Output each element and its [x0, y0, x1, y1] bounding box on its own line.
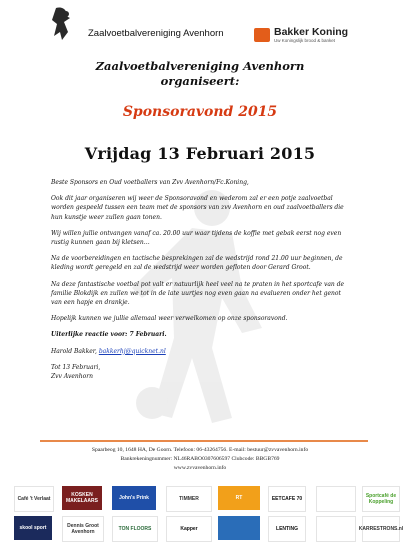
sponsor-logo — [166, 486, 212, 512]
footer-divider — [40, 440, 368, 442]
sponsor-logo-label: LENTING — [276, 526, 298, 532]
sponsor-logo — [166, 516, 212, 542]
letter-paragraph: Wij willen jullie ontvangen vanaf ca. 20.00 uur waar tijdens de koffie met gebak eerst nog even rustig kunnen gaan bij kletsen… — [51, 229, 342, 247]
page-header — [0, 0, 400, 52]
sender-line — [51, 347, 351, 356]
sponsor-logo-label: KOSKEN MAKELAARS — [66, 492, 98, 504]
footer-address: Spaarbeog 10, 1648 HA, De Goorn. Telefoon: 06-43264756. E-mail: bestuur@zvvavenhorn.info — [91, 447, 309, 453]
club-crest-icon — [48, 6, 76, 42]
sponsor-logo-label: Kapper — [180, 526, 198, 532]
sponsor-logo — [218, 516, 260, 540]
closing — [51, 363, 351, 381]
organizes-label: organiseert: — [160, 74, 240, 88]
sponsor-logo — [62, 516, 104, 542]
sponsor-logo-strip — [0, 486, 404, 550]
main-sponsor-name: Bakker Koning — [274, 26, 349, 38]
letter-paragraph: Hopelijk kunnen we jullie allemaal weer verwelkomen op onze sponsoravond. — [51, 315, 288, 323]
sponsor-logo-label: skool sport — [19, 525, 47, 531]
sender-name: Harold Bakker, — [51, 347, 97, 355]
salutation: Beste Sponsors en Oud voetballers van Zvv Avenhorn/Fc.Koning, — [51, 179, 249, 186]
sponsor-logo-label: RT — [235, 495, 243, 501]
sponsor-logo — [362, 486, 400, 512]
sponsor-logo — [14, 486, 54, 512]
main-sponsor-logo — [254, 26, 394, 48]
footer-contact-info — [0, 446, 400, 473]
organizer-name: Zaalvoetbalvereniging Avenhorn — [95, 59, 305, 73]
closing-line: Tot 13 Februari, — [51, 363, 101, 371]
invitation-letter — [51, 178, 351, 381]
sponsor-logo — [14, 516, 52, 540]
sponsor-logo — [268, 516, 306, 542]
footer-bank: Bankrekeningnummer: NL46RABO0307606597 Clubcode: BBGB769 — [120, 456, 280, 462]
sponsor-logo-label: TIMMER — [179, 496, 199, 502]
sponsor-logo-label: TON FLOORS — [118, 526, 152, 532]
sponsor-logo-label: John's Prink — [119, 495, 149, 501]
event-date: Vrijdag 13 Februari 2015 — [84, 144, 316, 163]
sponsor-logo — [358, 516, 404, 542]
sponsor-logo — [268, 486, 306, 512]
event-title: Sponsoravond 2015 — [122, 104, 278, 120]
organizer-title — [0, 59, 400, 89]
sponsor-logo-label: Sportcafé de Koppeling — [365, 493, 397, 505]
letter-paragraph: Na de voorbereidingen en tactische besprekingen zal de wedstrijd rond 21.00 uur beginnen, de kleding wordt geregeld en zal de wedstrijd weer worden gefloten door Gerard Groot. — [51, 255, 343, 272]
sponsor-logo-icon — [254, 28, 270, 42]
main-sponsor-tagline: Uw Koningslijk brood & banket — [274, 38, 336, 43]
sponsor-logo — [218, 486, 260, 510]
response-deadline: Uiterlijke reactie voor: 7 Februari. — [51, 331, 167, 339]
sponsor-logo-label: KARRESTRONS.nl — [358, 526, 404, 532]
sender-email-link[interactable]: bakkerhj@quicknet.nl — [98, 347, 166, 355]
club-name: Zaalvoetbalvereniging Avenhorn — [88, 28, 224, 39]
sponsor-logo-label: EETCAFE 70 — [271, 496, 303, 502]
sponsor-logo — [316, 516, 356, 542]
sponsor-logo — [62, 486, 102, 510]
sponsor-logo — [316, 486, 356, 512]
letter-paragraph: Ook dit jaar organiseren wij weer de Sponsoravond en wederom zal er een potje zaalvoetbal worden gespeeld tussen een team met de sponsors van zvv Avenhorn en oud zaalvoetballers die hun kunstje weer zullen gaan tonen. — [51, 195, 344, 221]
footer-website: www.zvvavenhorn.info — [173, 465, 227, 471]
sponsor-logo — [112, 486, 156, 510]
closing-signature: Zvv Avenhorn — [51, 373, 93, 381]
sponsor-logo-label: Café 't Verlaat — [17, 496, 51, 502]
sponsor-logo — [112, 516, 158, 542]
sponsor-logo-label: Dennis Groot Avenhorn — [67, 523, 99, 535]
letter-paragraph: Na deze fantastische voetbal pot valt er natuurlijk heel veel na te praten in het sportcafe van de familie Blokdijk en zullen we tot in de late uurtjes nog even gaan na evalueren onder het genot van een hapje en drankje. — [51, 280, 345, 307]
